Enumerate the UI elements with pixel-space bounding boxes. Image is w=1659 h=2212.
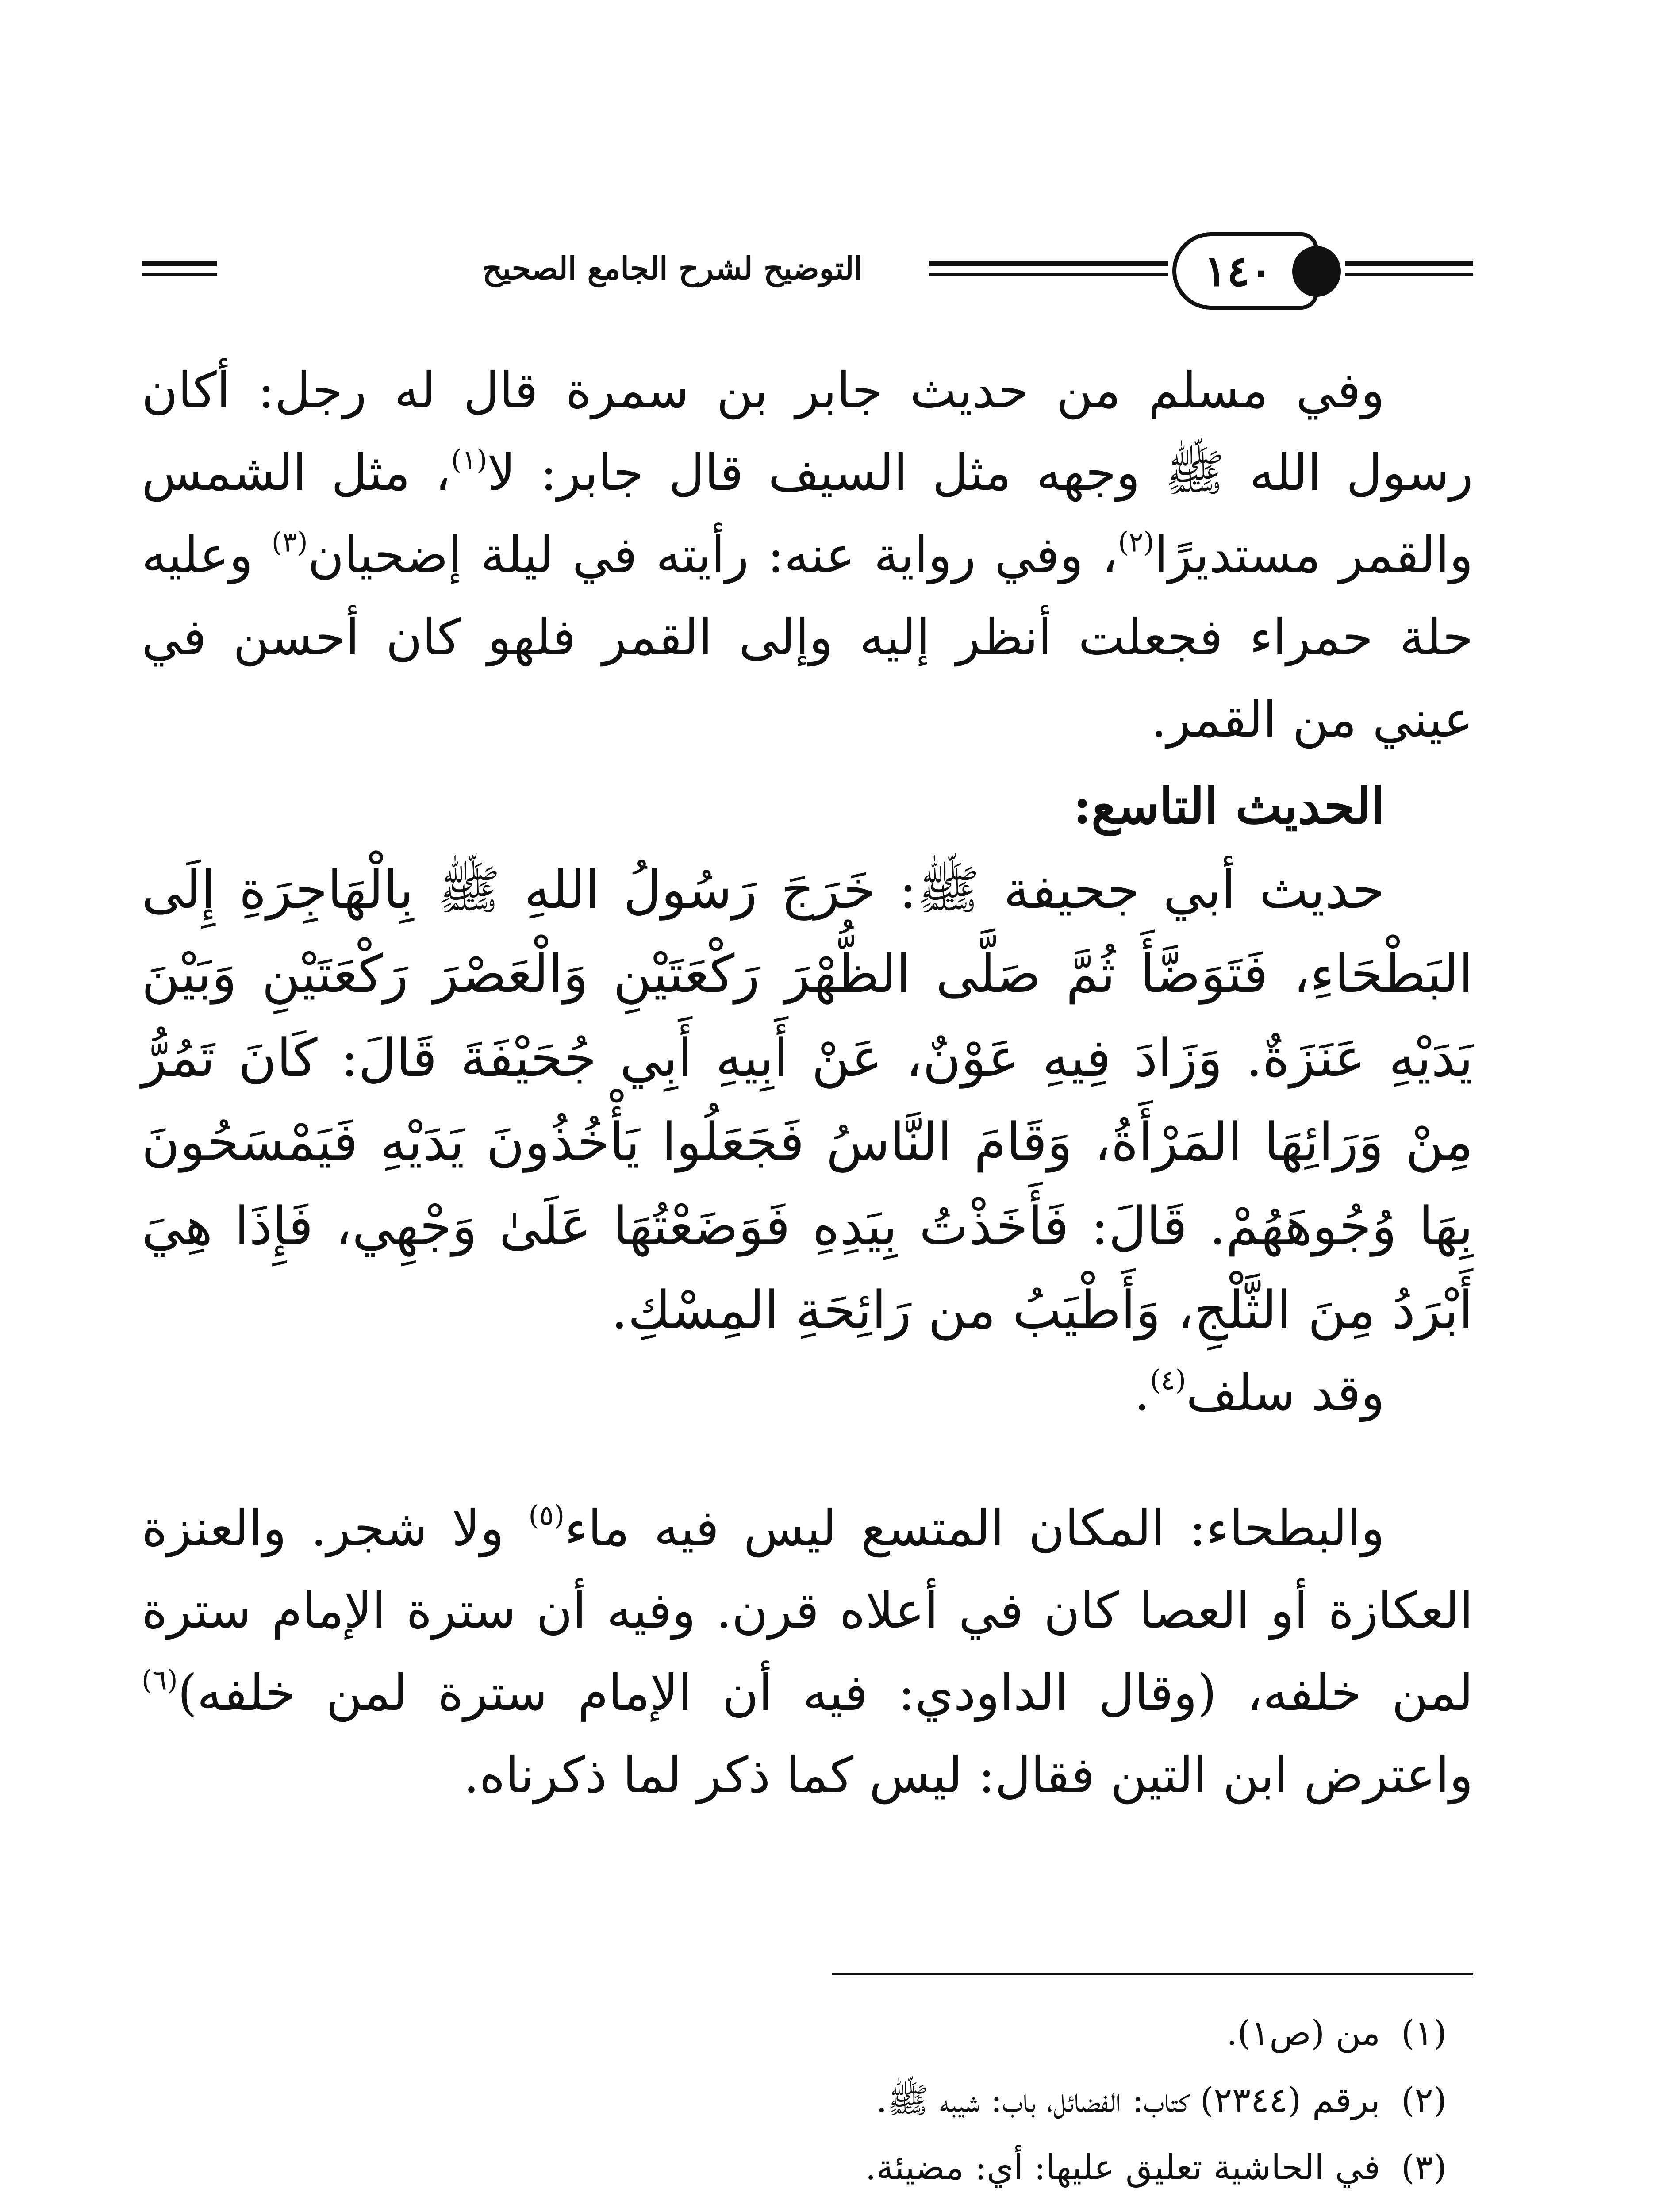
text-run: ولا شجر. والعنزة العكازة أو العصا كان في أعلاه قرن. وفيه أن سترة الإمام سترة لمن خلفه، (وقال الداودي: فيه أن الإمام سترة لمن خلفه) (142, 1500, 1473, 1722)
running-title: التوضيح لشرح الجامع الصحيح (482, 250, 863, 287)
footnote-item (142, 2134, 1473, 2201)
text-run: واعترض ابن التين فقال: ليس كما ذكر لما ذكرناه. (463, 1747, 1473, 1804)
footnote-number: (٢) (1401, 2081, 1447, 2120)
footnote-ref-4: (٤) (1150, 1363, 1187, 1396)
section-heading: الحديث التاسع: (1073, 777, 1385, 835)
text-run: وفي مسلم من حديث جابر بن سمرة قال له رجل: أكان رسول الله ﷺ وجهه مثل السيف قال جابر: لا (142, 362, 1474, 502)
text-run: . (1134, 1364, 1150, 1422)
text-run: وقد سلف (1186, 1364, 1385, 1422)
page-header (142, 223, 1473, 321)
footnote-ref-2: (٢) (1118, 526, 1154, 558)
page-number-badge (1172, 232, 1318, 310)
header-rule-left-outer (142, 261, 217, 266)
footnote-number (1380, 2201, 1447, 2212)
footnote-text: في الحاشية تعليق عليها: أي: مضيئة. (865, 2148, 1380, 2188)
text-run: وعليه حلة حمراء فجعلت أنظر إليه وإلى القمر فلهو كان أحسن في عيني من القمر. (142, 526, 1473, 749)
footnote-item (142, 2000, 1473, 2067)
paragraph-salaf (142, 1352, 1473, 1434)
page-number: ١٤٠ (1204, 246, 1273, 296)
footnote-item (142, 2201, 1473, 2212)
footnote-text: برقم (٢٣٤٤) كتاب: الفضائل، باب: شيبه ﷺ. (876, 2081, 1380, 2120)
text-run: ، مثل الشمس والقمر مستديرًا (142, 444, 1474, 584)
footnote-number: (٣) (1401, 2148, 1447, 2188)
footnote-separator (832, 1973, 1473, 1975)
text-run: والبطحاء: المكان المتسع ليس فيه ماء (565, 1500, 1385, 1557)
badge-cap-ornament (1292, 246, 1341, 297)
header-rule-middle-inner (929, 273, 1168, 276)
hadith-text: حديث أبي جحيفة ﷺ: خَرَجَ رَسُولُ اللهِ ﷺ بِالْهَاجِرَةِ إِلَى البَطْحَاءِ، فَتَوَضَّأَ ثُمَّ صَلَّى الظُّهْرَ رَكْعَتَيْنِ وَالْعَصْرَ رَكْعَتَيْنِ وَبَيْنَ يَدَيْهِ عَنَزَةٌ. وَزَادَ فِيهِ عَوْنٌ، عَنْ أَبِيهِ أَبِي جُحَيْفَةَ قَالَ: كَانَ تَمُرُّ مِنْ وَرَائِهَا المَرْأَةُ، وَقَامَ النَّاسُ فَجَعَلُوا يَأْخُذُونَ يَدَيْهِ فَيَمْسَحُونَ بِهَا وُجُوهَهُمْ. قَالَ: فَأَخَذْتُ بِيَدِهِ فَوَضَعْتُهَا عَلَىٰ وَجْهِي، فَإِذَا هِيَ أَبْرَدُ مِنَ الثَّلْجِ، وَأَطْيَبُ من رَائِحَةِ المِسْكِ. (142, 859, 1473, 1340)
footnotes (142, 2000, 1473, 2212)
footnote-text: من (ص١). (1226, 2013, 1380, 2053)
header-rule-right-inner (1345, 273, 1473, 276)
footnote-text (1129, 2201, 1380, 2212)
header-rule-right-outer (1345, 261, 1473, 266)
text-run: ، وفي رواية عنه: رأيته في ليلة إضحيان (307, 526, 1118, 584)
footnote-item (142, 2067, 1473, 2134)
footnote-ref-5: (٥) (528, 1499, 565, 1532)
main-text (142, 349, 1473, 1816)
footnote-number: (١) (1401, 2013, 1447, 2053)
paragraph-bathaa (142, 1487, 1473, 1816)
paragraph-jabir (142, 349, 1473, 761)
footnote-ref-3: (٣) (271, 526, 308, 558)
header-rule-middle-outer (929, 261, 1168, 266)
footnote-ref-1: (١) (451, 443, 488, 476)
footnote-ref-6: (٦) (142, 1663, 178, 1696)
header-rule-left-inner (142, 273, 217, 276)
